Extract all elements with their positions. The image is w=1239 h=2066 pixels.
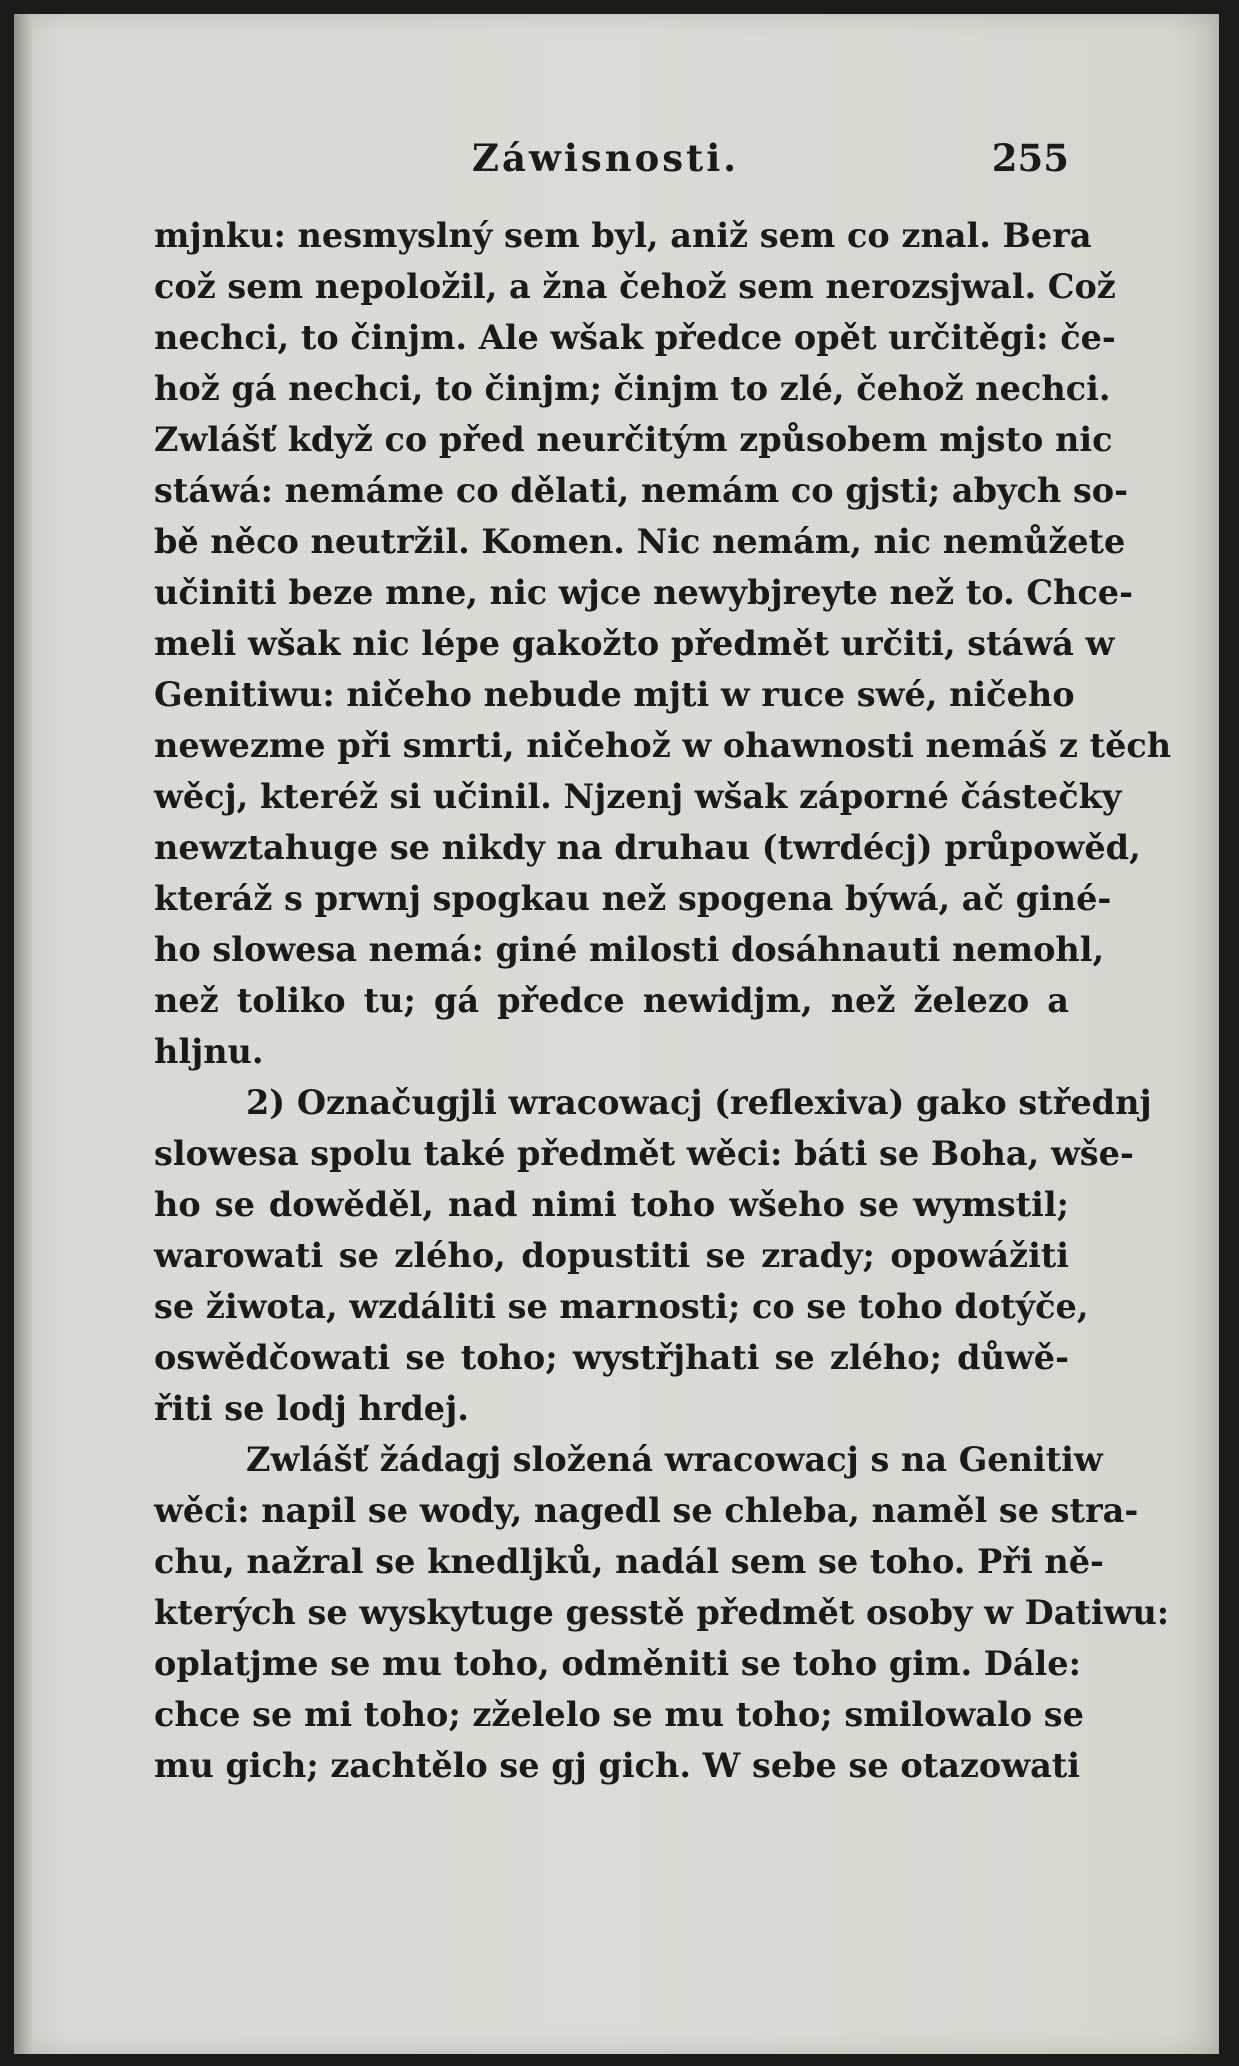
text-line: ho se dowěděl, nad nimi toho wšeho se wymstil; [154,1185,1069,1224]
page-gutter [14,14,32,2054]
text-line: hljnu. [154,1032,264,1071]
text-line: což sem nepoložil, a žna čehož sem nerozsjwal. Což [154,267,1116,306]
text-line: Genitiwu: ničeho nebude mjti w ruce swé, ničeho [154,675,1075,714]
text-line: 2) Označugjli wracowacj (reflexiva) gako střednj [246,1083,1152,1122]
text-line: oswědčowati se toho; wystřjhati se zlého; důwě- [154,1338,1069,1377]
page-header [154,136,1069,186]
text-line: mu gich; zachtělo se gj gich. W sebe se otazowati [154,1746,1081,1785]
text-line: kteráž s prwnj spogkau než spogena býwá, ač giné- [154,879,1112,918]
text-line: mjnku: nesmyslný sem byl, aniž sem co znal. Bera [154,216,1092,255]
text-line: Zwlášť když co před neurčitým způsobem mjsto nic [154,420,1113,459]
text-line: učiniti beze mne, nic wjce newybjreyte než to. Chce- [154,573,1134,612]
text-line: než toliko tu; gá předce newidjm, než železo a [154,981,1069,1020]
text-line: meli wšak nic lépe gakožto předmět určiti, stáwá w [154,624,1115,663]
text-line: kterých se wyskytuge gesstě předmět osoby w Datiwu: [154,1593,1170,1632]
text-line: wěcj, kteréž si učinil. Njzenj wšak záporné částečky [154,777,1122,816]
page-number: 255 [991,136,1069,180]
text-line: ho slowesa nemá: giné milosti dosáhnauti nemohl, [154,930,1105,969]
text-line: chu, nažral se knedljků, nadál sem se toho. Při ně- [154,1542,1104,1581]
text-line: hož gá nechci, to činjm; činjm to zlé, čehož nechci. [154,369,1111,408]
text-line: řiti se lodj hrdej. [154,1389,469,1428]
text-line: stáwá: nemáme co dělati, nemám co gjsti; abych so- [154,471,1129,510]
text-line: warowati se zlého, dopustiti se zrady; opowážiti [154,1236,1069,1275]
text-line: se žiwota, wzdáliti se marnosti; co se toho dotýče, [154,1287,1089,1326]
running-title: Záwisnosti. [472,136,740,180]
text-line: chce se mi toho; zželelo se mu toho; smilowalo se [154,1695,1084,1734]
text-line: newezme při smrti, ničehož w ohawnosti nemáš z těch [154,726,1172,765]
text-line: bě něco neutržil. Komen. Nic nemám, nic nemůžete [154,522,1126,561]
book-page [14,14,1219,2054]
text-line: Zwlášť žádagj složená wracowacj s na Genitiw [246,1440,1103,1479]
body-text [154,210,1172,1791]
text-line: wěci: napil se wody, nagedl se chleba, naměl se stra- [154,1491,1139,1530]
text-line: slowesa spolu také předmět wěci: báti se Boha, wše- [154,1134,1134,1173]
text-line: nechci, to činjm. Ale wšak předce opět určitěgi: če- [154,318,1116,357]
text-line: oplatjme se mu toho, odměniti se toho gim. Dále: [154,1644,1081,1683]
text-line: newztahuge se nikdy na druhau (twrdécj) průpowěd, [154,828,1141,867]
